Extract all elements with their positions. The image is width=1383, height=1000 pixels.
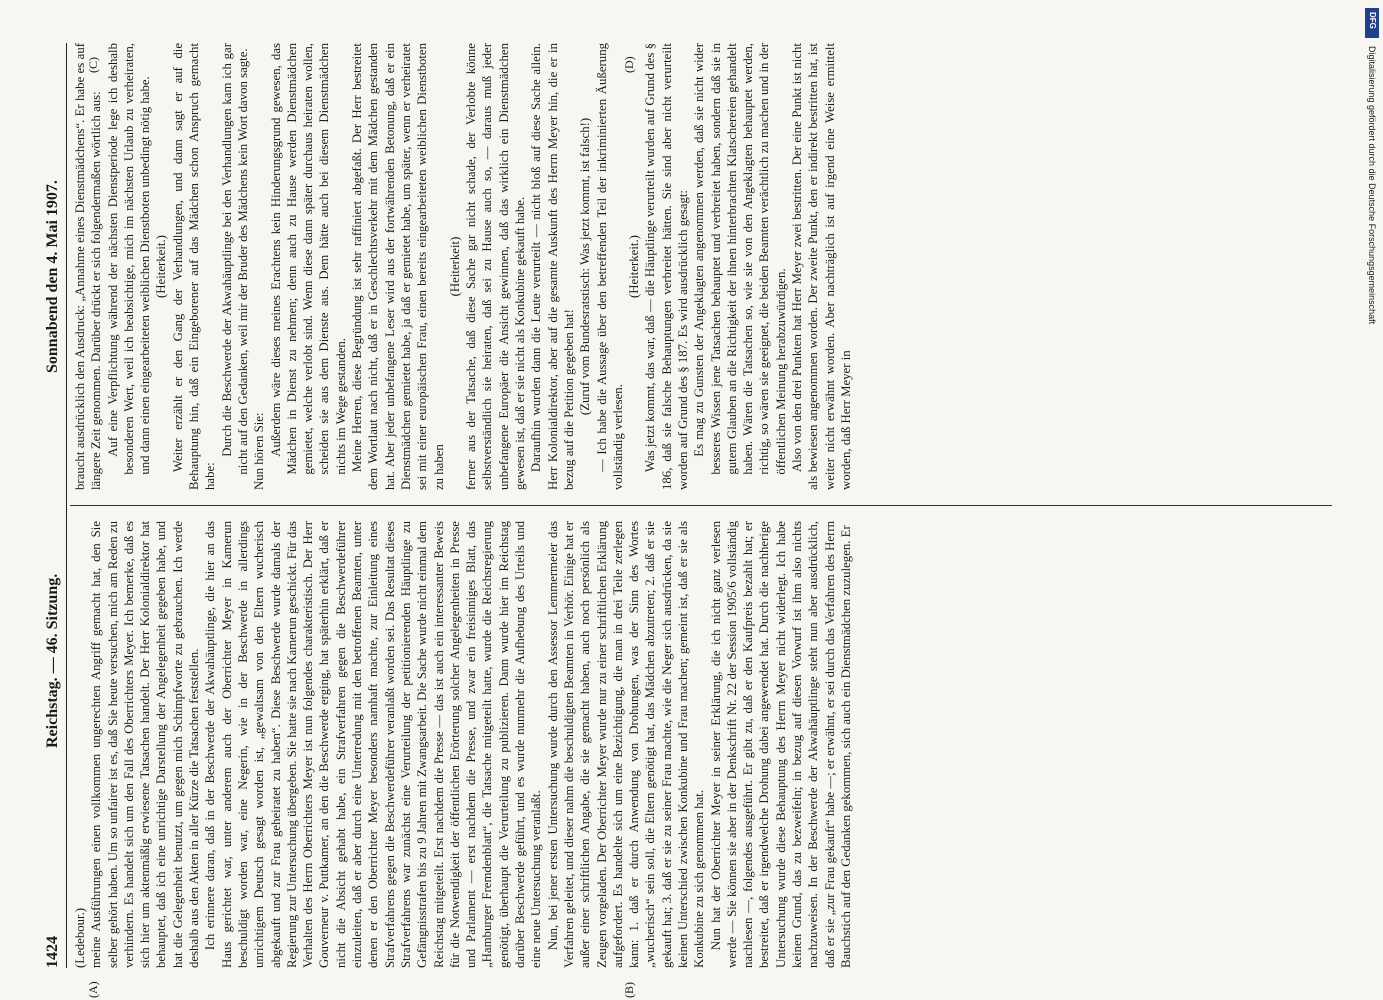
- paragraph: Nun, bei jener ersten Untersuchung wurde durch den Assessor Lemmermeier das Verfahren geleitet, und dieser nahm die beschuldigten Beamten in Verhör. Einige hat er außer einer schriftlichen Angabe, die sie gemacht haben, auch noch persönlich als Zeugen vorgeladen. Der Oberrichter Meyer wurde nur zu einer schriftlichen Erklärung aufgefordert. Es handelte sich um eine Bezichtigung, die man in drei Teile zerlegen kann: 1. daß er durch Anwendung von Drohungen, was der Sinn des Wortes „wucherisch“ sein soll, die Eltern genötigt hat, das Mädchen abzutreten; 2. daß er sie gekauft hat; 3. daß er sie zu seiner Frau machte, wie die Neger sich ausdrücken, da sie keinen Unterschied zwischen Konkubine und Frau machen; gemeint ist, daß er sie als Konkubine zu sich genommen hat.: [545, 521, 707, 968]
- paragraph: (Heiterkeit): [447, 236, 462, 297]
- paragraph: Weiter erzählt er den Gang der Verhandlungen, und dann sagt er auf die Behauptung hin, daß ein Eingeborener auf das Mädchen schon Anspruch gemacht habe:: [170, 43, 218, 490]
- paragraph: ferner aus der Tatsache, daß diese Sache gar nicht schade, der Verlobte könne selbstverständlich sie heiraten, daß sei zu Hause auch so, — daraus muß jeder unbefangene Europäer die Ansicht gewinnen, daß das wirklich ein Dienstmädchen gewesen ist, daß er sie nicht als Konkubine gekauft habe.: [464, 43, 528, 490]
- digitization-note: [1367, 46, 1379, 926]
- digitization-note-text: Digitalisierung gefördert durch die Deutsche Forschungsgemeinschaft: [1367, 46, 1377, 325]
- paragraph: braucht ausdrücklich den Ausdruck: „Annahme eines Dienstmädchens“. Er habe es auf längere Zeit genommen. Darüber drückt er sich folgendermaßen wörtlich aus:: [73, 43, 104, 490]
- paragraph: Ich erinnere daran, daß in der Beschwerde der Akwahäuptlinge, die hier an das Haus gerichtet war, unter anderem auch der Oberrichter Meyer in Kamerun beschuldigt worden war, eine Negerin, wie in der Beschwerde in allerdings unrichtigem Deutsch gesagt worden ist, „gewaltsam von den Eltern wucherisch abgekauft und zur Frau geheiratet zu haben“. Diese Beschwerde wurde damals der Regierung zur Untersuchung übergeben. Sie hatte sie nach Kamerun geschickt. Für das Verhalten des Herrn Oberrichters Meyer ist nun folgendes charakteristisch. Der Herr Gouverneur v. Puttkamer, an den die Beschwerde erging, hat späterhin erklärt, daß er nicht die Absicht gehabt habe, ein Strafverfahren gegen die Beschwerdeführer einzuleiten, daß er aber durch eine Unterredung mit den betroffenen Beamten, unter denen er den Oberrichter Meyer besonders namhaft machte, zur Einleitung eines Strafverfahrens gegen die Beschwerdeführer veranlaßt worden sei. Das Resultat dieses Strafverfahrens war zunächst eine Verurteilung der petitionierenden Häuptlinge zu Gefängnisstrafen bis zu 9 Jahren mit Zwangsarbeit. Die Sache wurde nicht einmal dem Reichstag mitgeteilt. Erst nachdem die Presse — das ist auch ein interessanter Beweis für die Notwendigkeit der öffentlichen Erörterung solcher Angelegenheiten in Presse und Parlament — erst nachdem die Presse, und zwar ein freisinniges Blatt, das „Hamburger Fremdenblatt“, die Tatsache mitgeteilt hatte, wurde die Reichsregierung genötigt, überhaupt die Verurteilung zu publizieren. Dann wurde hier im Reichstag darüber Beschwerde geführt, und es wurde nunmehr die Aufhebung des Urteils und eine neue Untersuchung veranlaßt.: [203, 521, 544, 968]
- margin-marker-b: (B): [622, 982, 636, 998]
- paragraph: (Heiterkeit.): [154, 235, 169, 298]
- margin-marker-a: (A): [86, 981, 100, 998]
- paragraph: (Zuruf vom Bundesratstisch: Was jetzt kommt, ist falsch!): [578, 117, 593, 416]
- paragraph: Nun hat der Oberrichter Meyer in seiner Erklärung, die ich nicht ganz verlesen werde — Sie können sie aber in der Denkschrift Nr. 22 der Session 1905/6 vollständig nachlesen —, folgendes ausgeführt. Er gibt zu, daß er den Kaufpreis bezahlt hat; er bestreitet, daß er irgendwelche Drohung dabei angewendet hat. Durch die nachherige Untersuchung wurde diese Behauptung des Herrn Meyer nicht widerlegt. Ich habe keinen Grund, das zu bezweifeln; in bezug auf diesen Vorwurf ist ihm also nichts nachzuweisen. In der Beschwerde der Akwahäuptlinge steht nun aber ausdrücklich, daß er sie „zur Frau gekauft“ habe —; er erwähnt, er sei durch das Verfahren des Herrn Bauchstich auf den Gedanken gekommen, sich auch ein Dienstmädchen zuzulegen. Er: [708, 521, 853, 968]
- paragraph: Daraufhin wurden dann die Leute verurteilt — nicht bloß auf diese Sache allein. Herr Kolonialdirektor, aber auf die gesamte Auskunft des Herrn Meyer hin, die er in bezug auf die Petition gegeben hat!: [529, 43, 576, 490]
- paragraph: Meine Herren, diese Begründung ist sehr raffiniert abgefaßt. Der Herr bestreitet dem Wortlaut nach nicht, daß er in Geschlechtsverkehr mit dem Mädchen gestanden hat. Aber jeder unbefangene Leser wird aus der fortwährenden Betonung, daß er ein Dienstmädchen gemietet habe, ja daß er gemietet habe, um später, wenn er verheiratet sei mit einer europäischen Frau, einen bereits eingearbeiteten weiblichen Dienstboten zu haben: [350, 43, 446, 490]
- dfg-logo: [1365, 8, 1379, 38]
- left-column: [72, 521, 1332, 968]
- margin-marker-d: (D): [622, 56, 636, 73]
- paragraph: Außerdem wäre dieses meines Erachtens kein Hinderungsgrund gewesen, das Mädchen in Dienst zu nehmen; denn auch zu Hause werden Dienstmädchen gemietet, welche verlobt sind. Wenn diese dann später durchaus heiraten wollen, scheiden sie aus dem Dienste aus. Dem hätte auch bei diesem Dienstmädchen nichts im Wege gestanden.: [268, 43, 348, 475]
- paragraph: (Ledebour.): [73, 907, 87, 968]
- running-title: Reichstag. — 46. Sitzung.: [44, 573, 61, 748]
- paragraph: Auf eine Verpflichtung während der nächsten Dienstperiode lege ich deshalb besonderen Wert, weil ich beabsichtige, mich im nächsten Urlaub zu verheiraten, und dann einen eingearbeiteten weiblichen Dienstboten unbedingt nötig habe.: [105, 43, 153, 475]
- paragraph: meine Ausführungen einen vollkommen ungerechten Angriff gemacht hat, den Sie selber gehört haben. Um so unfairer ist es, daß Sie heute versuchen, mich am Reden zu verhindern. Es handelt sich um den Fall des Oberrichters Meyer. Ich bemerke, daß es sich hier um aktenmäßig erwiesene Tatsachen handelt. Der Herr Kolonialdirektor hat behauptet, daß ich eine unrichtige Darstellung der Angelegenheit gegeben habe, und hat die Gelegenheit benutzt, um gegen mich Schimpfworte zu gebrauchen. Ich werde deshalb aus den Akten in aller Kürze die Tatsachen feststellen.: [89, 521, 202, 968]
- paragraph: — Ich habe die Aussage über den betreffenden Teil der inkriminierten Äußerung vollständig verlesen.: [594, 43, 625, 490]
- paragraph: Nun hören Sie:: [252, 412, 267, 490]
- paragraph: Was jetzt kommt, das war, daß — die Häuptlinge verurteilt wurden auf Grund des § 186, daß sie falsche Behauptungen verbreitet hätten. Sie sind aber nicht verurteilt worden auf Grund des § 187. Es wird ausdrücklich gesagt:: [643, 43, 690, 490]
- margin-marker-c: (C): [86, 57, 100, 73]
- page-number: 1424: [44, 936, 61, 968]
- column-divider: [70, 505, 1332, 506]
- paragraph: Durch die Beschwerde der Akwahäuptlinge bei den Verhandlungen kam ich gar nicht auf den Gedanken, weil mir der Bruder des Mädchens kein Wort davon sagte.: [219, 43, 250, 475]
- paragraph: Also von den drei Punkten hat Herr Meyer zwei bestritten. Der eine Punkt ist nicht als bewiesen angenommen worden. Der zweite Punkt, den er indirekt bestritten hat, ist weiter nicht erwähnt worden. Aber nachträglich ist auf irgend eine Weise ermittelt worden, daß Herr Meyer in: [790, 43, 853, 490]
- paragraph: Es mag zu Gunsten der Angeklagten angenommen werden, daß sie nicht wider besseres Wissen jene Tatsachen behauptet und verbreitet haben, sondern daß sie in gutem Glauben an die Richtigkeit der ihnen hinterbrachten Klatschereien gehandelt haben. Wären die Tatsachen so, wie sie von den Angeklagten behauptet werden, richtig, so wären sie geeignet, die beiden Beamten verächtlich zu machen und in der öffentlichen Meinung herabzuwürdigen.: [692, 43, 788, 475]
- page-header: [42, 43, 66, 968]
- paragraph: (Heiterkeit.): [627, 235, 642, 298]
- dfg-logo-text: DFG: [1368, 12, 1377, 29]
- session-date: Sonnabend den 4. Mai 1907.: [44, 180, 61, 373]
- rotated-page-content: [42, 43, 1342, 998]
- right-column: [72, 43, 1332, 490]
- header-rule: [66, 43, 67, 968]
